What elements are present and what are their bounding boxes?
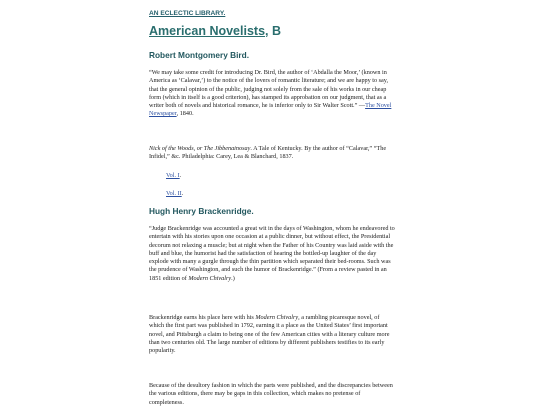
brackenridge-quote-paragraph: [149, 225, 395, 283]
author-heading-bird: Robert Montgomery Bird.: [149, 50, 250, 60]
bird-book-title: Nick of the Woods, or The Jibbenainosay: [149, 145, 251, 152]
bird-quote-source-date: , 1840.: [176, 110, 194, 118]
breadcrumb-period: .: [223, 10, 226, 17]
page-title-suffix: , B: [265, 24, 282, 38]
page-title: [149, 24, 282, 38]
brackenridge-p2-start: Brackenridge earns his place here with his: [149, 314, 256, 321]
bird-book-details: . A Tale of Kentucky. By the author of “Calavar,” “The Infidel,” &c. Philadelphia: Carey, Lea & Blanchard, 1837.: [149, 145, 387, 161]
bird-quote-text: “We may take some credit for introducing Dr. Bird, the author of ‘Abdalla the Moor,’ (known in America as ‘Calavar,’) to the notice of the lovers of romantic literature; and we are happy to say, that the general opinion of the public, judging not solely from the sale of his works in our cheap form (which in itself is a good criterion), has stamped its approbation on our judgment, that as a writer both of novels and historical romance, he is inferior only to Sir Walter Scott.” —: [149, 69, 389, 110]
brackenridge-p2-end: , a rambling picaresque novel, of which the first part was published in 1792, earning it a place as the United States’ first important novel, and Pittsburgh a claim to being one of the few American cities with a literary culture more than two centuries old. The large number of editions by different publishers testifies to its early popularity.: [149, 314, 390, 355]
brackenridge-p2-em: Modern Chivalry: [255, 314, 299, 321]
volume-link-1[interactable]: Vol. I: [166, 172, 180, 179]
volume-item-1: [166, 172, 181, 180]
bird-book-paragraph: [149, 145, 395, 162]
brackenridge-paragraph-2: [149, 314, 395, 355]
volume-item-2: [166, 190, 183, 198]
volume-period-2: .: [181, 190, 184, 197]
volume-period-1: .: [179, 172, 182, 179]
novel-newspaper-link[interactable]: The Novel Newspaper: [149, 102, 392, 118]
volume-link-2[interactable]: Vol. II: [166, 190, 182, 197]
header-breadcrumb: [149, 10, 225, 18]
brackenridge-paragraph-3: Because of the desultory fashion in which the parts were published, and the discrepancies between the various editions, there may be gaps in this collection, which makes no pretense of completeness.: [149, 382, 393, 406]
page-title-link[interactable]: American Novelists: [149, 24, 266, 38]
bird-quote-paragraph: [149, 69, 395, 119]
brackenridge-quote-em: Modern Chivalry: [188, 274, 232, 282]
author-heading-brackenridge: Hugh Henry Brackenridge.: [149, 206, 254, 216]
site-home-link[interactable]: AN ECLECTIC LIBRARY: [149, 10, 224, 17]
brackenridge-quote-text: “Judge Brackenridge was accounted a great wit in the days of Washington, whom he endeavored to entertain with his stories upon one occasion at a public dinner, but without effect, the Presidential decorum not relaxing a muscle; but at night when the Father of his Country was laid aside with the buff and blue, the humorist had the satisfaction of hearing the bottled-up laughter of the day explode with many a gurgle through the thin partition which separated their bed-rooms. Such was the prudence of Washington, and such the humor of Brackenridge.” (From a review pasted in an 1851 edition of: [149, 225, 395, 282]
brackenridge-quote-end: .): [231, 274, 235, 282]
